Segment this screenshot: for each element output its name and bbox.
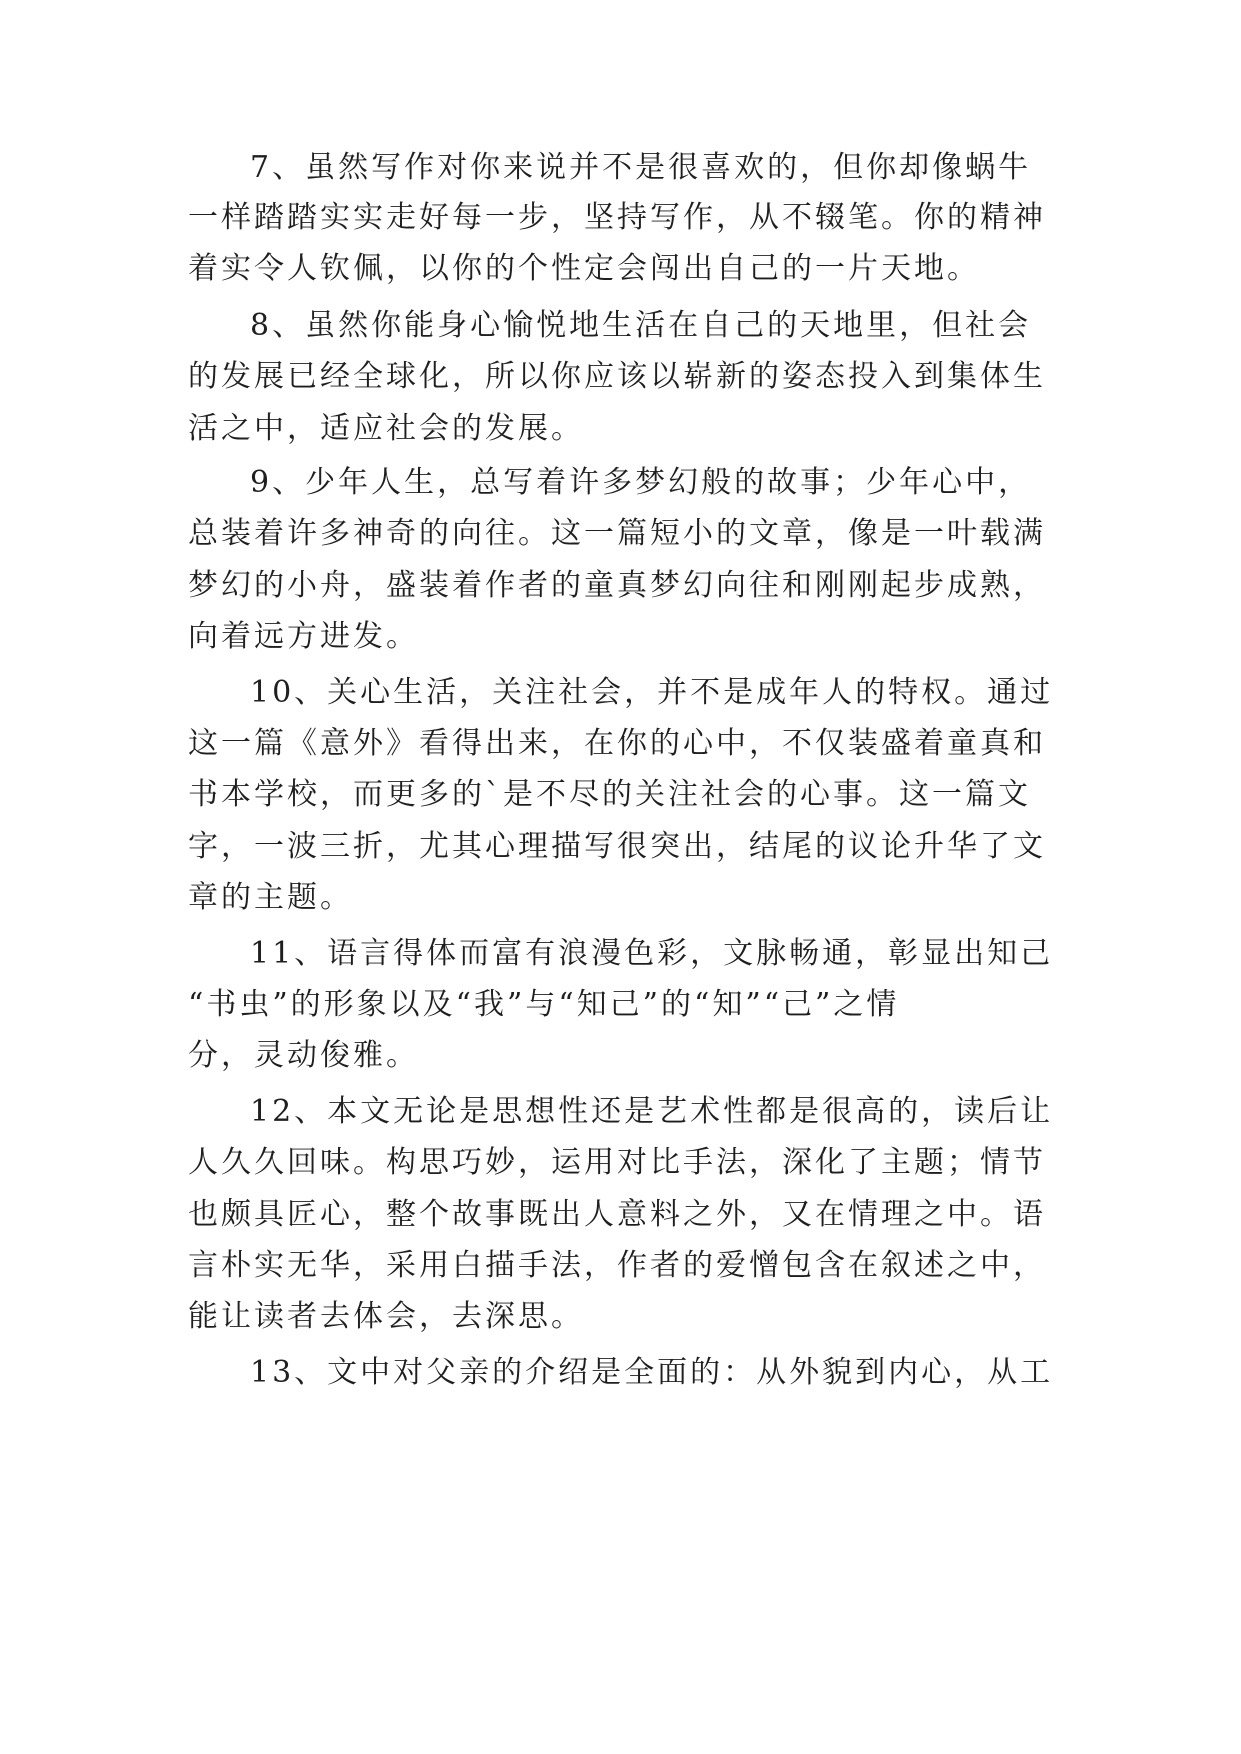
paragraph-12-line-2: 人久久回味。构思巧妙，运用对比手法，深化了主题；情节: [188, 1145, 1046, 1180]
paragraph-10-line-4: 字，一波三折，尤其心理描写很突出，结尾的议论升华了文: [188, 829, 1046, 864]
paragraph-10-line-1: 10、关心生活，关注社会，并不是成年人的特权。通过: [250, 675, 1054, 710]
paragraph-9-line-2: 总装着许多神奇的向往。这一篇短小的文章，像是一叶载满: [188, 516, 1046, 551]
paragraph-10-line-2: 这一篇《意外》看得出来，在你的心中，不仅装盛着童真和: [188, 726, 1046, 761]
paragraph-8-line-3: 活之中，适应社会的发展。: [188, 411, 584, 446]
paragraph-10-line-5: 章的主题。: [188, 880, 353, 915]
paragraph-12-line-5: 能让读者去体会，去深思。: [188, 1299, 584, 1334]
paragraph-7-line-1: 7、虽然写作对你来说并不是很喜欢的，但你却像蜗牛: [250, 150, 1032, 185]
paragraph-11-line-1: 11、语言得体而富有浪漫色彩，文脉畅通，彰显出知己: [250, 936, 1054, 971]
paragraph-13-line-1: 13、文中对父亲的介绍是全面的：从外貌到内心，从工: [250, 1355, 1054, 1390]
paragraph-9-line-4: 向着远方进发。: [188, 619, 419, 654]
paragraph-9-line-1: 9、少年人生，总写着许多梦幻般的故事；少年心中，: [250, 465, 1032, 500]
paragraph-12-line-3: 也颇具匠心，整个故事既出人意料之外，又在情理之中。语: [188, 1197, 1046, 1232]
paragraph-10-line-3: 书本学校，而更多的`是不尽的关注社会的心事。这一篇文: [188, 777, 1031, 812]
paragraph-11-line-2: “书虫”的形象以及“我”与“知己”的“知”“己”之情: [188, 987, 900, 1022]
paragraph-12-line-4: 言朴实无华，采用白描手法，作者的爱憎包含在叙述之中，: [188, 1248, 1046, 1283]
paragraph-8-line-2: 的发展已经全球化，所以你应该以崭新的姿态投入到集体生: [188, 359, 1046, 394]
paragraph-9-line-3: 梦幻的小舟，盛装着作者的童真梦幻向往和刚刚起步成熟，: [188, 568, 1046, 603]
paragraph-11-line-3: 分，灵动俊雅。: [188, 1038, 419, 1073]
paragraph-8-line-1: 8、虽然你能身心愉悦地生活在自己的天地里，但社会: [250, 308, 1032, 343]
paragraph-7-line-3: 着实令人钦佩，以你的个性定会闯出自己的一片天地。: [188, 251, 980, 286]
paragraph-12-line-1: 12、本文无论是思想性还是艺术性都是很高的，读后让: [250, 1094, 1054, 1129]
paragraph-7-line-2: 一样踏踏实实走好每一步，坚持写作，从不辍笔。你的精神: [188, 200, 1046, 235]
